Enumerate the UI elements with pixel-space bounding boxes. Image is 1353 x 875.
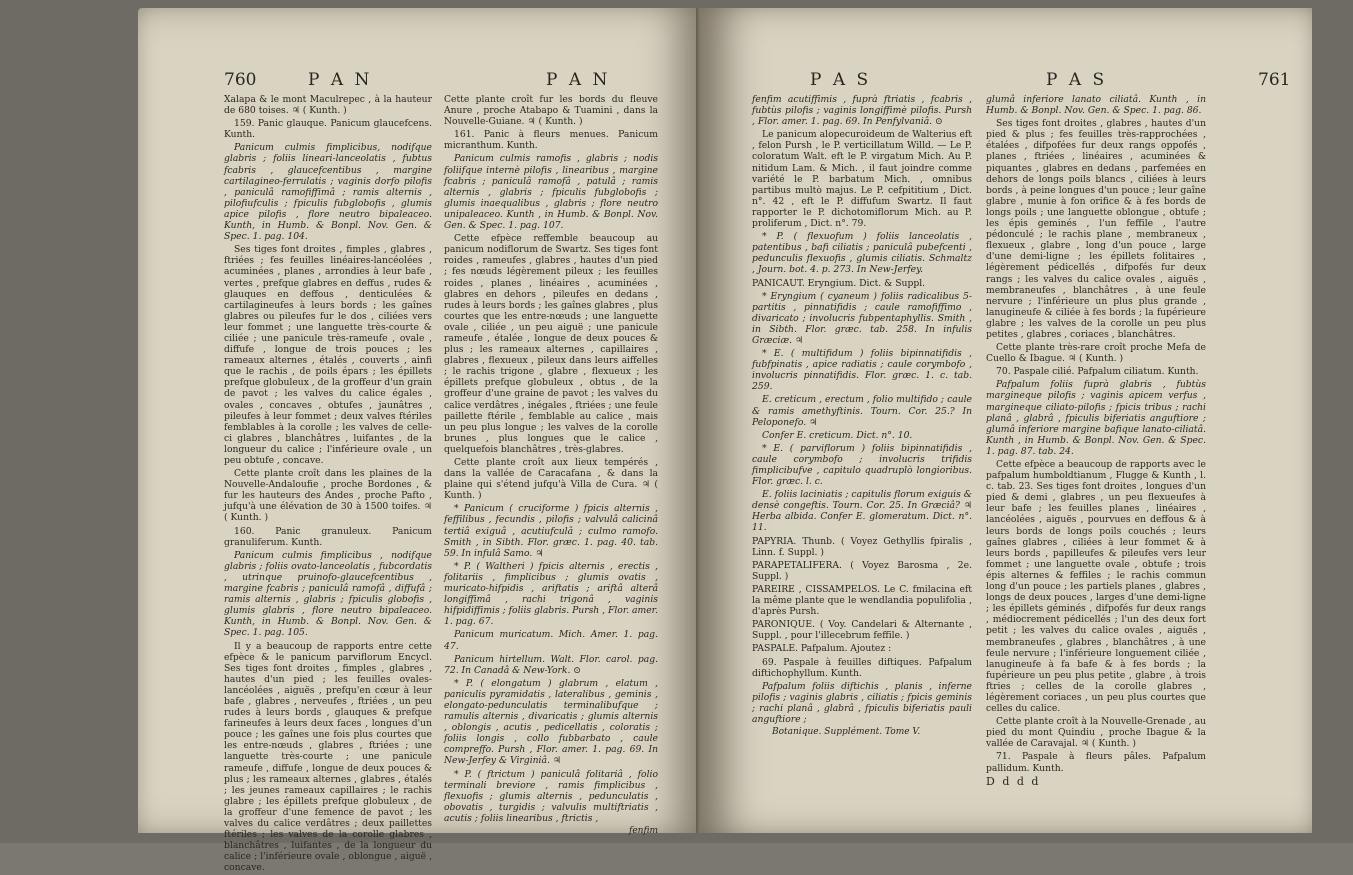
catchword-left: fenfim [629,826,658,836]
paragraph: * P. ( Waltheri ) fpicis alternis , erectis , folitariis , fimplicibus ; glumis ovatis , muricato-hifpidis , ariftatis ; ariftâ alterâ longiffimâ , rachi trigonâ , vaginis hifpidiffimis ; foliis glabris. Pursh , Flor. amer. 1. pag. 67. [444,560,658,628]
paragraph: * Panicum ( cruciforme ) fpicis alternis , feffilibus , fecundis , pilofis ; valvulâ calicinâ tertiâ exiguâ , acutiufculâ ; culmo ramofo. Smith , in Sibth. Flor. græc. 1. pag. 40. tab. 59. In infulâ Samo. ♃ [444,503,658,559]
paragraph: Cette efpèce reffemble beaucoup au panicum nodiflorum de Swartz. Ses tiges font roides , rameufes , glabres , hautes d'un pied ; fes nœuds légèrement pileux ; les feuilles roides , planes , linéaires , acuminées , glabres en dehors , pileufes en dedans , rudes à leurs bords ; les gaînes glabres , plus courtes que les entre-nœuds ; une languette ovale , ciliée , un peu aiguë ; une panicule rameufe , étalée , longue de deux pouces & plus ; les rameaux alternes , capillaires , glabres , flexueux , pileux dans leurs aiffelles ; le rachis trigone , glabre , flexueux ; les épillets prefque globuleux , obtus , de la groffeur d'une graine de pavot ; les valves du calice verdâtres , inégales , ftriées ; une feule paillette ftérile , femblable au calice , mais un peu plus longue ; les valves de la corolle brunes , plus longues que le calice , quelquefois blanchâtres , très-glabres. [444,233,658,455]
footer-signature-title: Botanique. Supplément. Tome V. [772,727,921,738]
running-head-left-2: P A N [546,70,611,90]
right-page [700,8,1312,833]
signature-mark: D d d d [986,774,1041,788]
paragraph: Cette plante croît à la Nouvelle-Grenade , au pied du mont Quindiu , proche Ibague & la vallée de Caravajal. ♃ ( Kunth. ) [986,716,1206,750]
paragraph: * P. ( flexuofum ) foliis lanceolatis , patentibus , bafi ciliatis ; paniculâ pubefcenti , pedunculis flexuofis , glumis ciliatis. Schmaltz , Journ. bot. 4. p. 273. In New-Jerfey. [752,231,972,276]
page-number-left: 760 [224,70,257,90]
page-number-right: 761 [1258,70,1291,90]
paragraph: 69. Paspale à feuilles diftiques. Pafpalum diftichophyllum. Kunth. [752,656,972,679]
paragraph: * E. ( multifidum ) foliis bipinnatifidis , fubfpinatis , apice radiatis ; caule corymbofo , involucris pinnatifidis. Flor. græc. 1. c. tab. 259. [752,348,972,393]
paragraph: Cette plante très-rare croît proche Mefa de Cuello & Ibague. ♃ ( Kunth. ) [986,342,1206,365]
paragraph: Panicum muricatum. Mich. Amer. 1. pag. 47. [444,629,658,652]
paragraph: * P. ( elongatum ) glabrum , elatum , paniculis pyramidatis , lateralibus , geminis , elongato-pedunculatis terminalibufque ; ramulis alternis , divaricatis ; glumis alternis , oblongis , acutis , pedicellatis , coloratis ; foliis longis , collo fubbarbato , caule compreffo. Pursh , Flor. amer. 1. pag. 69. In New-Jerfey & Virginiâ. ♃ [444,677,658,767]
paragraph: glumâ inferiore lanato ciliatâ. Kunth , in Humb. & Bonpl. Nov. Gen. & Spec. 1. pag. 86. [986,94,1206,117]
paragraph: Ses tiges font droites , glabres , hautes d'un pied & plus ; fes feuilles très-rapprochées , étalées , difpofées fur deux rangs oppofés , planes , ftriées , linéaires , acuminées & piquantes , glabres en dedans , parfemées en dehors de longs poils blancs , ciliées à leurs bords , à peine longues d'un pouce ; leur gaîne glabre , munie à fon orifice & à fes bords de longs poils ; une languette oblongue , obtufe ; les épis geminés , l'un feffile , l'autre pédonculé ; le rachis plane , membraneux , flexueux , glabre , long d'un pouce , large d'une demi-ligne ; les épillets folitaires , légèrement pédicellés , difpofés fur deux rangs ; les valves du calice ovales , aiguës , membraneufes , blanchâtres , à une feule nervure ; l'inférieure un plus plus grande , lanugineufe & ciliée à fes bords ; la fupérieure glabre ; les valves de la corolle un peu plus petites , glabres , coriaces , blanchâtres. [986,118,1206,340]
paragraph: Cette efpèce a beaucoup de rapports avec le pafpalum humboldtianum , Flugge & Kunth , l. c. tab. 23. Ses tiges font droites , longues d'un pied & demi , glabres , un peu flexueufes à leur bafe ; les feuilles planes , linéaires , lancéolées , aiguës , pourvues en deffous & à leurs bords de longs poils couchés ; leurs gaînes glabres , ciliées à leur fommet & à leurs bords , papilleufes & pileufes vers leur fommet ; une languette ovale , obtufe ; trois épis alternes & feffiles ; le rachis commun long d'un pouce ; les partiels planes , glabres , longs de deux pouces , larges d'une demi-ligne ; les épillets géminés , difpofés fur deux rangs , médiocrement pédicellés ; l'un des deux fort petit ; les valves du calice ovales , aiguës , membraneufes , glabres , blanchâtres , à une feule nervure ; l'inférieure longuement ciliée , lanugineufe à fa bafe & à fes bords ; la fupérieure un peu plus petite , glabre , à trois ftries ; celles de la corolle glabres , légèrement coriaces , un peu plus courtes que celles du calice. [986,459,1206,715]
paragraph: PAPYRIA. Thunb. ( Voyez Gethyllis fpiralis , Linn. f. Suppl. ) [752,535,972,558]
paragraph: Cette plante croît fur les bords du fleuve Anure , proche Atabapo & Tuamini , dans la Nouvelle-Guiane. ♃ ( Kunth. ) [444,94,658,128]
running-head-right-2: P A S [1046,70,1108,90]
paragraph: Panicum culmis fimplicibus, nodifque glabris ; foliis lineari-lanceolatis , fubtus fcabris , glaucefcentibus , margine cartilagineo-ferrulatis ; vaginis dorfo pilofis , paniculâ ramofiffimâ ; ramis alternis , pilofiufculis ; fpiculis fubglobofis , glumis apice pilofis , flore neutro bipaleaceo. Kunth, in Humb. & Bonpl. Nov. Gen. & Spec. 1. pag. 104. [224,142,432,243]
paragraph: PAREIRE , CISSAMPELOS. Le C. fmilacina eft la même plante que le wendlandia populifolia , d'après Pursh. [752,583,972,618]
running-head-right-1: P A S [810,70,872,90]
paragraph: 160. Panic granuleux. Panicum granuliferum. Kunth. [224,525,432,548]
paragraph: Il y a beaucoup de rapports entre cette efpèce & le panicum parviflorum Encycl. Ses tiges font droites , fimples , glabres , hautes d'un pied ; les feuilles ovales-lancéolées , aiguës , prefqu'en cœur à leur bafe , glabres , nerveufes , ftriées , un peu rudes à leurs bords , glauques & prefque farineufes à leurs deux faces , longues d'un pouce ; les gaînes une fois plus courtes que les entre-nœuds , glabres , ftriées ; une languette très-courte ; une panicule rameufe , diffufe , longue de deux pouces & plus ; les rameaux alternes , glabres , étalés ; les jeunes rameaux capillaires ; le rachis glabre ; les épillets prefque globuleux , de la groffeur d'une femence de pavot ; les valves du calice verdâtres ; deux paillettes ftériles ; les valves de la corolle glabres , blanchâtres , luifantes , de la longueur du calice ; l'inférieure ovale , oblongue , aiguë , concave. [224,640,432,874]
paragraph: PARAPETALIFERA. ( Voyez Barosma , 2e. Suppl. ) [752,559,972,582]
paragraph: PARONIQUE. ( Voy. Candelari & Alternante , Suppl. , pour l'illecebrum feffile. ) [752,619,972,642]
right-column-1 [752,94,972,738]
paragraph: * E. ( parviflorum ) foliis bipinnatifidis , caule corymbofo ; involucris trifidis fimplicibufve , capitulo quadruplò longioribus. Flor. græc. l. c. [752,442,972,488]
paragraph: E. foliis laciniatis ; capitulis florum exiguis & densè congeftis. Tourn. Cor. 25. In Græciâ? ♃ Herba albida. Confer E. glomeratum. Dict. n°. 11. [752,489,972,534]
paragraph: * P. ( ftrictum ) paniculâ folitariâ , folio terminali breviore , ramis fimplicibus , flexuofis ; glumis alternis , pedunculatis , obovatis , turgidis ; valvulis multiftriatis , acutis ; foliis linearibus , ftrictis , [444,768,658,824]
paragraph: Panicum culmis ramofis , glabris ; nodis foliifque internè pilofis , linearibus , margine fcabris ; paniculâ ramofâ , patulâ ; ramis alternis , glabris ; fpiculis fubglobofis ; glumis inaequalibus , glabris ; flore neutro unipaleaceo. Kunth , in Humb. & Bonpl. Nov. Gen. & Spec. 1. pag. 107. [444,153,658,232]
left-column-1 [224,94,432,875]
paragraph: PASPALE. Pafpalum. Ajoutez : [752,643,892,655]
left-page [138,8,700,874]
left-column-2 [444,94,658,837]
paragraph: Pafpalum foliis fuprà glabris , fubtùs margineque pilofis ; vaginis apicem verfus , margineque ciliato-pilofis ; fpicis tribus ; rachi planâ , glabrâ , fpiculis biferiatis anguftiore ; glumâ inferiore margine bafique lanato-ciliatâ. Kunth , in Humb. & Bonpl. Nov. Gen. & Spec. 1. pag. 87. tab. 24. [986,379,1206,457]
paragraph: Xalapa & le mont Maculrepec , à la hauteur de 680 toises. ♃ ( Kunth. ) [224,94,432,117]
paragraph: PANICAUT. Eryngium. Dict. & Suppl. [752,277,926,289]
paragraph: fenfim acutiffimis , fuprà ftriatis , fcabris , fubtùs pilofis ; vaginis longiffimè pilofis. Pursh , Flor. amer. 1. pag. 69. In Penfylvaniâ. ⊙ [752,94,972,128]
paragraph: E. creticum , erectum , folio multifido ; caule & ramis amethyftinis. Tourn. Cor. 25.? In Peloponefo. ♃ [752,394,972,428]
paragraph: Panicum hirtellum. Walt. Flor. carol. pag. 72. In Canadâ & New-York. ⊙ [444,653,658,676]
paragraph: Cette plante croît dans les plaines de la Nouvelle-Andaloufie , proche Bordones , & fur les hauteurs des Andes , proche Pafto , jufqu'à une élévation de 30 à 1500 toifes. ♃ ( Kunth. ) [224,468,432,524]
running-head-left-1: P A N [308,70,373,90]
paragraph: Le panicum alopecuroideum de Walterius eft , felon Pursh , le P. verticillatum Willd. — Le P. coloratum Walt. eft le P. virgatum Mich. Au P. nitidum Lam. & Mich. , il faut joindre comme variété le P. barbatum Mich. , omnibus partibus multò majus. Le P. cefpititium , Dict. n°. 42 , eft le P. diffufum Swartz. Il faut rapporter le P. dichotomiflorum Mich. au P. proliferum , Dict. n°. 79. [752,129,972,230]
paragraph: Cette plante croît aux lieux tempérés , dans la vallée de Caracafana , & dans la plaine qui s'étend jufqu'à Villa de Cura. ♃ ( Kunth. ) [444,457,658,502]
paragraph: Confer E. creticum. Dict. n°. 10. [762,429,913,441]
paragraph: Pafpalum foliis diftichis , planis , inferne pilofis ; vaginis glabris , ciliatis ; fpicis geminis ; rachi planâ , glabrâ , fpiculis biferiatis pauli anguftiore ; [752,680,972,725]
right-column-2 [986,94,1206,788]
paragraph: 71. Paspale à fleurs pâles. Pafpalum pallidum. Kunth. [986,751,1206,774]
paragraph: 159. Panic glauque. Panicum glaucefcens. Kunth. [224,118,432,141]
paragraph: Ses tiges font droites , fimples , glabres , ftriées ; fes feuilles linéaires-lancéolées , acuminées , planes , arrondies à leur bafe , vertes , prefque glabres en deffus , rudes & glauques en deffous , denticulées & cartilagineufes à leurs bords ; les gaînes glabres ou pileufes fur le dos , ciliées vers leur fommet ; une languette très-courte & ciliée ; une panicule très-rameufe , ovale , diffufe , longue de trois pouces ; les rameaux alternes , étalés , couverts , ainfi que le rachis , de poils épars ; les épillets prefque globuleux , de la groffeur d'un grain de pavot ; les valves du calice égales , ovales , concaves , obtufes , jaunâtres , pileufes à leur fommet ; deux valves ftériles femblables à la corolle ; les valves de celle-ci glabres , blanchâtres , luifantes , de la longueur du calice ; l'inférieure ovale , un peu obtufe , concave. [224,244,432,466]
paragraph: Panicum culmis fimplicibus , nodifque glabris ; foliis ovato-lanceolatis , fubcordatis , utrinque pruinofo-glaucefcentibus , margine fcabris ; paniculâ ramofâ , diffufâ ; ramis alternis , glabris ; fpiculis globofis , glumis glabris , flore neutro bipaleaceo. Kunth, in Humb. & Bonpl. Nov. Gen. & Spec. 1. pag. 105. [224,549,432,639]
paragraph: 161. Panic à fleurs menues. Panicum micranthum. Kunth. [444,129,658,152]
paragraph: * Eryngium ( cyaneum ) foliis radicalibus 5-partitis , pinnatifidis ; caule ramofiffimo , divaricato ; involucris fubpentaphyllis. Smith , in Sibth. Flor. græc. tab. 258. In infulis Græciæ. ♃ [752,290,972,346]
paragraph: 70. Paspale cilié. Pafpalum ciliatum. Kunth. [996,366,1199,378]
